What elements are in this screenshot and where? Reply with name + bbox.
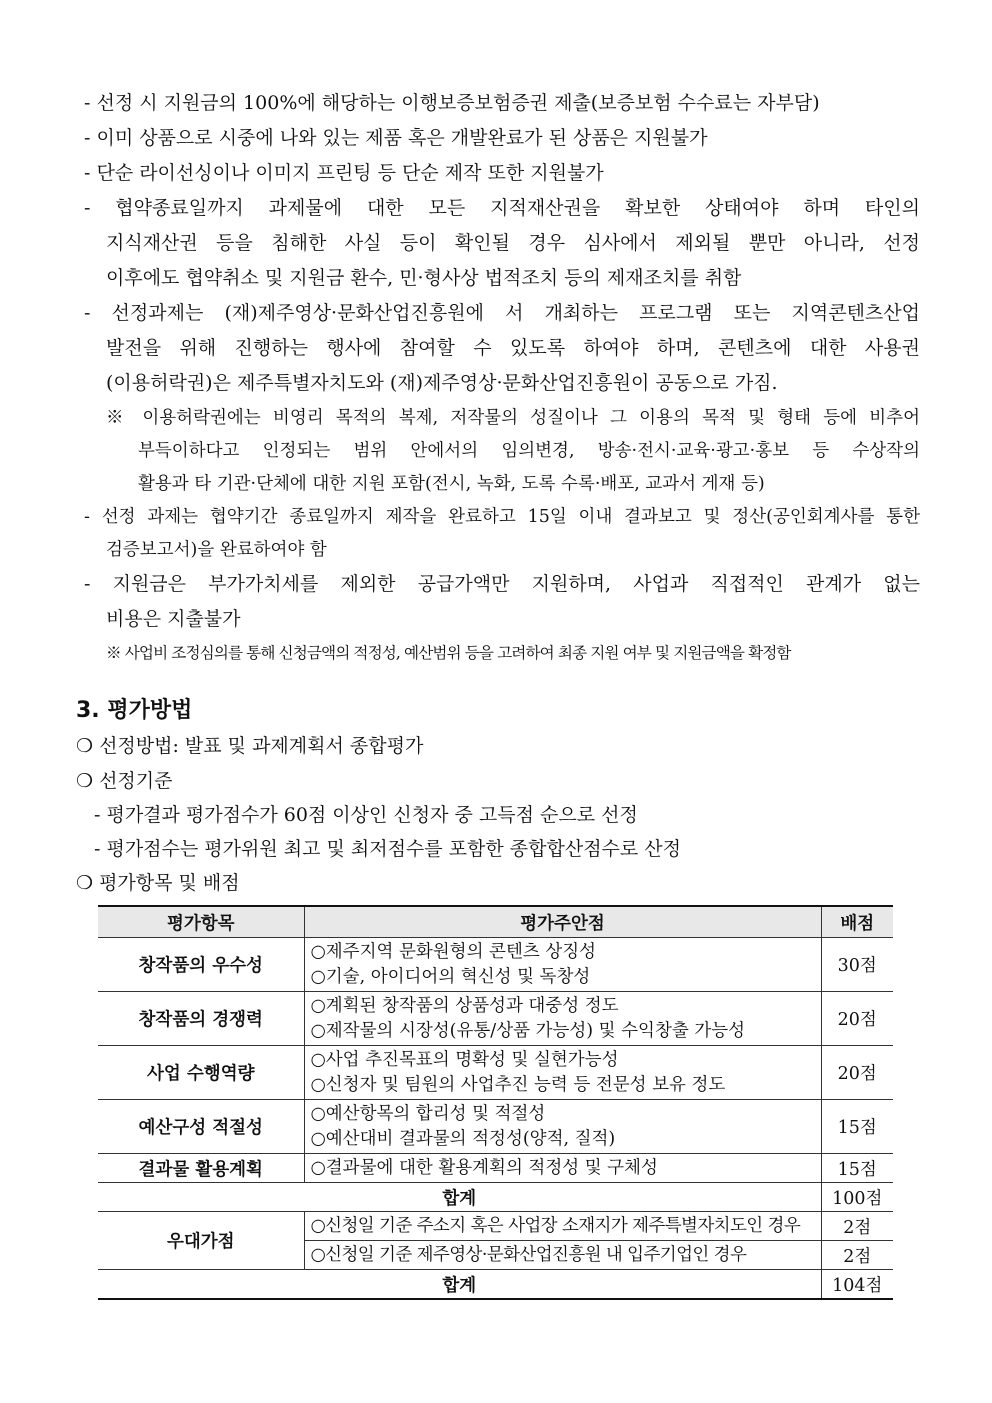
row-item: 창작품의 경쟁력 [98, 992, 304, 1046]
criteria-line-2: - 평가점수는 평가위원 최고 및 최저점수를 포함한 종합합산점수로 산정 [94, 838, 682, 860]
vat-clause-line-2: 비용은 지출불가 [106, 608, 241, 630]
ip-clause-line-2: 지식재산권 등을 침해한 사실 등이 확인될 경우 심사에서 제외될 뿐만 아니라, 선정 [106, 232, 920, 254]
row-item: 창작품의 우수성 [98, 938, 304, 992]
row-points [304, 1154, 821, 1183]
ip-clause-line-1: - 협약종료일까지 과제물에 대한 모든 지적재산권을 확보한 상태여야 하며 타인의 [84, 197, 920, 219]
evaluation-items-title: ❍ 평가항목 및 배점 [76, 872, 240, 894]
bonus-score: 2점 [821, 1241, 893, 1270]
section-title: 3. 평가방법 [76, 698, 193, 723]
report-clause-line-1: - 선정 과제는 협약기간 종료일까지 제작을 완료하고 15일 이내 결과보고 및 정산(공인회계사를 통한 [84, 507, 920, 527]
row-point: ○예산항목의 합리성 및 적절성 [310, 1103, 546, 1124]
row-point: ○신청자 및 팀원의 사업추진 능력 등 전문성 보유 정도 [310, 1074, 726, 1095]
row-score: 15점 [821, 1154, 893, 1183]
table-row [98, 1100, 893, 1154]
ip-clause-line-3: 이후에도 협약취소 및 지원금 환수, 민·형사상 법적조치 등의 제재조치를 취함 [106, 267, 742, 289]
program-clause-line-2: 발전을 위해 진행하는 행사에 참여할 수 있도록 하여야 하며, 콘텐츠에 대한 사용권 [106, 337, 920, 359]
bullet-simple-production: - 단순 라이선싱이나 이미지 프린팅 등 단순 제작 또한 지원불가 [84, 162, 604, 184]
subtotal-row [98, 1183, 893, 1212]
row-point: ○기술, 아이디어의 혁신성 및 독창성 [310, 966, 591, 987]
report-clause-line-2: 검증보고서)을 완료하여야 함 [106, 540, 327, 560]
row-item: 예산구성 적절성 [98, 1100, 304, 1154]
selection-method: ❍ 선정방법: 발표 및 과제계획서 종합평가 [76, 735, 424, 757]
row-item: 결과물 활용계획 [98, 1154, 304, 1183]
selection-criteria-title: ❍ 선정기준 [76, 770, 173, 792]
table-row [98, 1154, 893, 1183]
header-score: 배점 [821, 906, 893, 938]
table-header-row [98, 906, 893, 938]
subtotal-score: 100점 [821, 1183, 893, 1212]
bonus-score: 2점 [821, 1212, 893, 1241]
row-score: 20점 [821, 992, 893, 1046]
bonus-point [304, 1241, 821, 1270]
row-item: 사업 수행역량 [98, 1046, 304, 1100]
table-row [98, 938, 893, 992]
table-row [98, 992, 893, 1046]
row-point: ○제작물의 시장성(유통/상품 가능성) 및 수익창출 가능성 [310, 1020, 746, 1041]
bullet-existing-product: - 이미 상품으로 시중에 나와 있는 제품 혹은 개발완료가 된 상품은 지원불가 [84, 127, 708, 149]
row-score: 15점 [821, 1100, 893, 1154]
row-points [304, 992, 821, 1046]
bullet-guarantee-insurance: - 선정 시 지원금의 100%에 해당하는 이행보증보험증권 제출(보증보험 수수료는 자부담) [84, 92, 820, 114]
subtotal-label: 합계 [98, 1183, 821, 1212]
criteria-line-1: - 평가결과 평가점수가 60점 이상인 신청자 중 고득점 순으로 선정 [94, 804, 638, 826]
row-point: ○결과물에 대한 활용계획의 적정성 및 구체성 [310, 1157, 658, 1178]
total-score: 104점 [821, 1270, 893, 1300]
total-label: 합계 [98, 1270, 821, 1300]
bonus-point-text: ○신청일 기준 주소지 혹은 사업장 소재지가 제주특별자치도인 경우 [310, 1215, 801, 1236]
row-points [304, 938, 821, 992]
row-points [304, 1100, 821, 1154]
license-note-line-1: ※ 이용허락권에는 비영리 목적의 복제, 저작물의 성질이나 그 이용의 목적 및 형태 등에 비추어 [106, 408, 920, 428]
bonus-point-text: ○신청일 기준 제주영상·문화산업진흥원 내 입주기업인 경우 [310, 1244, 747, 1265]
vat-clause-line-1: - 지원금은 부가가치세를 제외한 공급가액만 지원하며, 사업과 직접적인 관계가 없는 [84, 573, 920, 595]
bonus-item: 우대가점 [98, 1212, 304, 1270]
row-point: ○사업 추진목표의 명확성 및 실현가능성 [310, 1049, 619, 1070]
license-note-line-2: 부득이하다고 인정되는 범위 안에서의 임의변경, 방송·전시·교육·광고·홍보 등 수상작의 [138, 441, 920, 461]
total-row [98, 1270, 893, 1300]
program-clause-line-3: (이용허락권)은 제주특별자치도와 (재)제주영상·문화산업진흥원이 공동으로 가짐. [106, 372, 778, 394]
header-points: 평가주안점 [304, 906, 821, 938]
header-item: 평가항목 [98, 906, 304, 938]
row-score: 20점 [821, 1046, 893, 1100]
program-clause-line-1: - 선정과제는 (재)제주영상·문화산업진흥원에 서 개최하는 프로그램 또는 지역콘텐츠산업 [84, 302, 920, 324]
row-point: ○예산대비 결과물의 적정성(양적, 질적) [310, 1128, 616, 1149]
row-score: 30점 [821, 938, 893, 992]
evaluation-table [98, 905, 893, 1300]
bonus-row [98, 1212, 893, 1241]
row-point: ○계획된 창작품의 상품성과 대중성 정도 [310, 995, 619, 1016]
row-point: ○제주지역 문화원형의 콘텐츠 상징성 [310, 941, 597, 962]
budget-note: ※ 사업비 조정심의를 통해 신청금액의 적정성, 예산범위 등을 고려하여 최종 지원 여부 및 지원금액을 확정함 [106, 644, 791, 662]
table-row [98, 1046, 893, 1100]
license-note-line-3: 활용과 타 기관·단체에 대한 지원 포함(전시, 녹화, 도록 수록·배포, 교과서 게재 등) [138, 474, 765, 494]
row-points [304, 1046, 821, 1100]
bonus-point [304, 1212, 821, 1241]
